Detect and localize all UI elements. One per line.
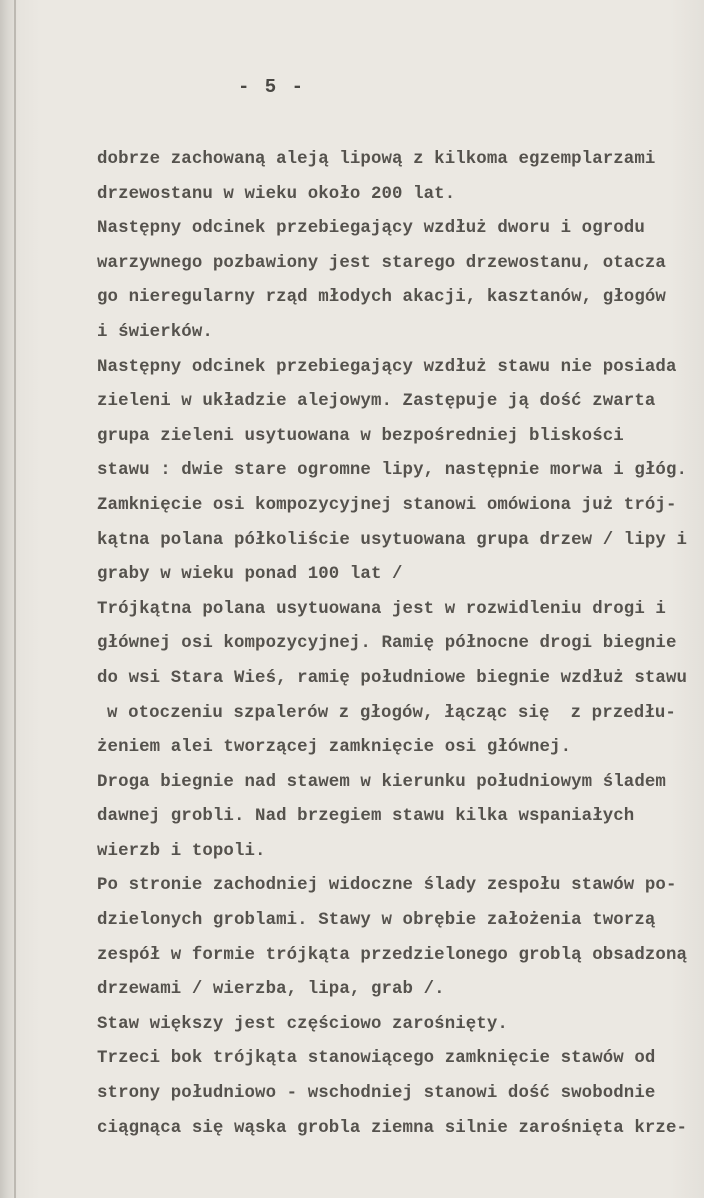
- text-line: strony południowo - wschodniej stanowi dość swobodnie: [97, 1084, 656, 1104]
- text-line: i świerków.: [97, 322, 213, 342]
- text-line: Następny odcinek przebiegający wzdłuż dworu i ogrodu: [97, 219, 645, 239]
- text-line: drzewami / wierzba, lipa, grab /.: [97, 980, 445, 1000]
- page-number: - 5 -: [238, 76, 306, 98]
- page-edge-shadow: [14, 0, 16, 1198]
- text-line: graby w wieku ponad 100 lat /: [97, 565, 403, 585]
- text-line: Następny odcinek przebiegający wzdłuż stawu nie posiada: [97, 357, 677, 377]
- text-line: Trzeci bok trójkąta stanowiącego zamknięcie stawów od: [97, 1049, 656, 1069]
- text-line: go nieregularny rząd młodych akacji, kasztanów, głogów: [97, 288, 666, 308]
- text-line: w otoczeniu szpalerów z głogów, łącząc się z przedłu-: [107, 703, 676, 723]
- text-line: zespół w formie trójkąta przedzielonego groblą obsadzoną: [97, 945, 688, 965]
- text-line: dawnej grobli. Nad brzegiem stawu kilka wspaniałych: [97, 807, 635, 827]
- text-line: Trójkątna polana usytuowana jest w rozwidleniu drogi i: [97, 599, 666, 619]
- text-line: żeniem alei tworzącej zamknięcie osi głównej.: [97, 738, 572, 758]
- text-line: Staw większy jest częściowo zarośnięty.: [97, 1014, 508, 1034]
- text-line: Zamknięcie osi kompozycyjnej stanowi omówiona już trój-: [97, 495, 677, 515]
- text-line: drzewostanu w wieku około 200 lat.: [97, 184, 456, 204]
- text-line: dzielonych groblami. Stawy w obrębie założenia tworzą: [97, 911, 656, 931]
- text-line: kątna polana półkoliście usytuowana grupa drzew / lipy i: [97, 530, 688, 550]
- text-line: głównej osi kompozycyjnej. Ramię północne drogi biegnie: [97, 634, 677, 654]
- text-line: zieleni w układzie alejowym. Zastępuje ją dość zwarta: [97, 392, 656, 412]
- text-line: grupa zieleni usytuowana w bezpośredniej bliskości: [97, 426, 624, 446]
- body-text: [97, 143, 697, 1146]
- text-line: Po stronie zachodniej widoczne ślady zespołu stawów po-: [97, 876, 677, 896]
- text-line: warzywnego pozbawiony jest starego drzewostanu, otacza: [97, 253, 666, 273]
- text-line: wierzb i topoli.: [97, 841, 266, 861]
- text-line: dobrze zachowaną aleją lipową z kilkoma egzemplarzami: [97, 150, 656, 169]
- text-line: ciągnąca się wąska grobla ziemna silnie zarośnięta krze-: [97, 1118, 688, 1138]
- text-line: do wsi Stara Wieś, ramię południowe biegnie wzdłuż stawu: [97, 668, 688, 688]
- text-line: stawu : dwie stare ogromne lipy, następnie morwa i głóg.: [97, 461, 688, 481]
- text-line: Droga biegnie nad stawem w kierunku południowym śladem: [97, 772, 666, 792]
